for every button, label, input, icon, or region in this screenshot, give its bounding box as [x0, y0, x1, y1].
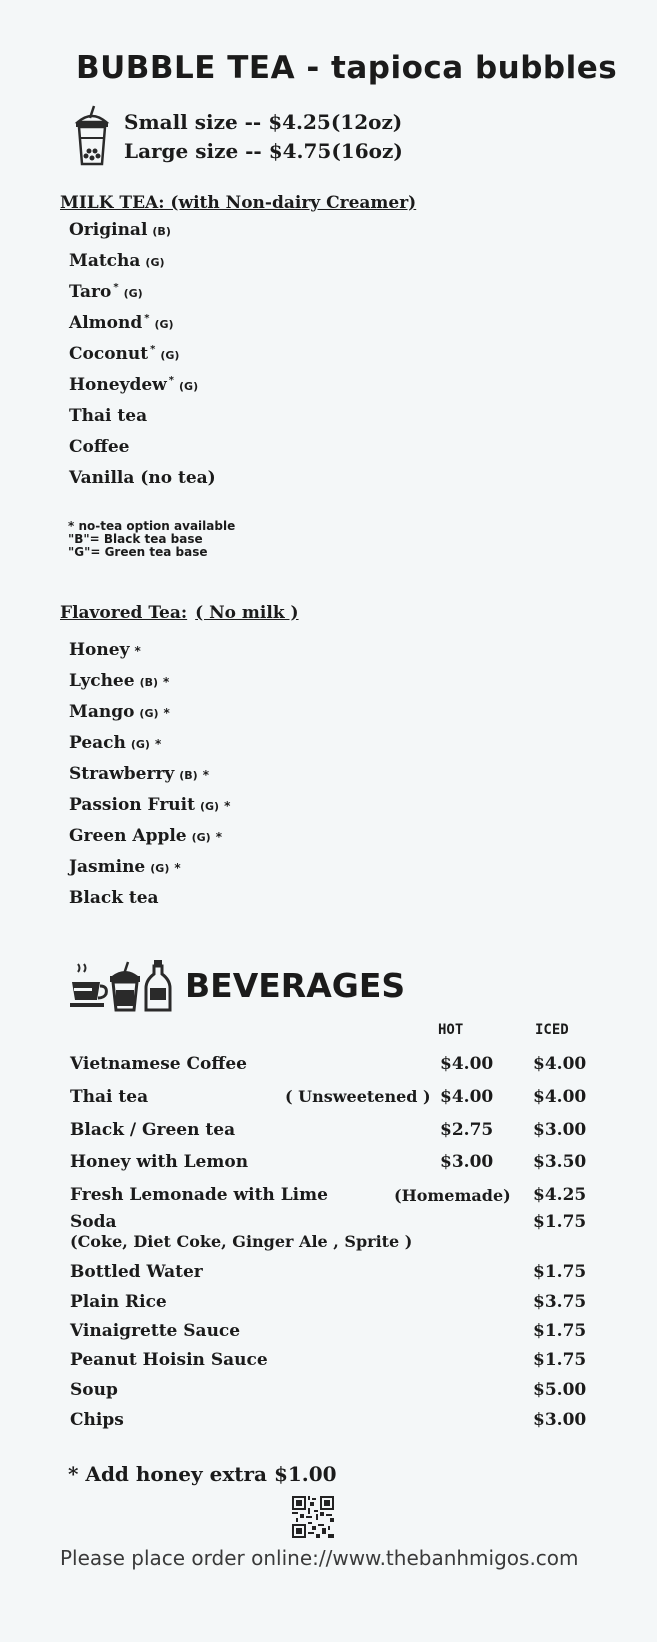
iced-price: $1.75	[533, 1212, 587, 1232]
milk-tea-item-name: Coffee	[69, 437, 130, 457]
beverage-name: Peanut Hoisin Sauce	[70, 1350, 268, 1370]
flavored-tea-item	[69, 826, 222, 846]
flavored-tea-item-name: Mango	[69, 702, 135, 722]
beverage-name: Thai tea	[70, 1087, 149, 1107]
beverage-name: Vietnamese Coffee	[70, 1054, 247, 1074]
large-size-price: Large size -- $4.75(16oz)	[124, 139, 403, 163]
flavored-tea-item	[69, 888, 159, 908]
flavored-tea-item-name: Strawberry	[69, 764, 175, 784]
hot-price: $4.00	[440, 1054, 494, 1074]
hot-column-header: HOT	[438, 1022, 464, 1038]
no-tea-star: *	[163, 706, 170, 720]
flavored-tea-item	[69, 857, 181, 877]
milk-tea-item-name: Thai tea	[69, 406, 148, 426]
no-tea-star: *	[224, 799, 231, 813]
beverage-name: Soda	[70, 1212, 117, 1232]
flavored-tea-heading-text: Flavored Tea:	[60, 603, 188, 623]
no-tea-star: *	[154, 737, 162, 751]
iced-price: $4.00	[533, 1087, 587, 1107]
tea-base-tag: (G)	[199, 800, 220, 813]
milk-tea-item	[69, 313, 174, 333]
beverage-name: Vinaigrette Sauce	[70, 1321, 241, 1341]
beverages-title: BEVERAGES	[185, 966, 406, 1005]
iced-price: $3.00	[533, 1410, 587, 1430]
flavored-tea-item-name: Lychee	[69, 671, 135, 691]
no-tea-star: *	[174, 861, 181, 875]
order-online-text: Please place order online://www.thebanhmigos.com	[60, 1546, 579, 1570]
tea-base-tag: (B)	[179, 769, 198, 782]
flavored-tea-item	[69, 702, 170, 722]
no-tea-star: *	[134, 644, 141, 658]
iced-drink-icon	[110, 962, 140, 1010]
milk-tea-item	[69, 344, 179, 364]
tea-base-tag: (B)	[152, 225, 171, 238]
milk-tea-item	[69, 251, 165, 271]
beverage-name: Fresh Lemonade with Lime	[70, 1185, 328, 1205]
tea-base-tag: (G)	[130, 738, 150, 751]
bubble-tea-cup-icon	[74, 104, 110, 168]
beverage-note: ( Unsweetened )	[285, 1087, 431, 1106]
coffee-cup-icon	[70, 964, 106, 1007]
flavored-tea-item-name: Green Apple	[69, 826, 187, 846]
no-tea-star: *	[163, 675, 170, 689]
flavored-tea-item	[69, 671, 169, 691]
flavored-tea-item	[69, 640, 141, 660]
tea-base-tag: (G)	[191, 831, 211, 844]
no-tea-star: *	[202, 768, 209, 782]
tea-base-tag: (G)	[123, 287, 143, 300]
beverage-note: (Homemade)	[394, 1186, 511, 1205]
milk-tea-item-name: Coconut	[69, 344, 149, 364]
milk-tea-item-name: Vanilla (no tea)	[69, 468, 216, 488]
iced-price: $3.00	[533, 1120, 587, 1140]
iced-price: $4.00	[533, 1054, 587, 1074]
tea-base-tag: (B)	[139, 676, 159, 689]
beverage-name: Soup	[70, 1380, 118, 1400]
milk-tea-item	[69, 406, 147, 426]
tea-base-tag: (G)	[145, 256, 165, 269]
milk-tea-heading: MILK TEA: (with Non-dairy Creamer)	[60, 193, 417, 213]
flavored-tea-item	[69, 733, 161, 753]
beverage-name: Plain Rice	[70, 1292, 167, 1312]
honey-extra-note: * Add honey extra $1.00	[68, 1462, 337, 1486]
flavored-tea-note: ( No milk )	[195, 603, 299, 623]
hot-price: $2.75	[440, 1120, 494, 1140]
milk-tea-item	[69, 375, 198, 395]
tea-base-tag: (G)	[160, 349, 180, 362]
tea-base-tag: (G)	[179, 380, 199, 393]
milk-tea-item	[69, 282, 143, 302]
milk-tea-legend	[68, 520, 235, 559]
iced-price: $3.50	[533, 1152, 587, 1172]
small-size-price: Small size -- $4.25(12oz)	[124, 110, 403, 134]
flavored-tea-item-name: Peach	[69, 733, 126, 753]
hot-price: $3.00	[440, 1152, 494, 1172]
iced-price: $1.75	[533, 1350, 587, 1370]
beverage-icons	[70, 960, 174, 1012]
milk-tea-item	[69, 220, 171, 240]
iced-column-header: ICED	[535, 1022, 569, 1038]
flavored-tea-item	[69, 795, 230, 815]
tea-base-tag: (G)	[150, 862, 170, 875]
no-tea-star: *	[113, 282, 119, 294]
qr-code-icon	[292, 1496, 334, 1538]
flavored-tea-item	[69, 764, 209, 784]
beverage-name: Chips	[70, 1410, 124, 1430]
tea-base-tag: (G)	[139, 707, 159, 720]
no-tea-star: *	[168, 375, 175, 387]
beverage-name: Black / Green tea	[70, 1120, 236, 1140]
iced-price: $4.25	[533, 1185, 587, 1205]
iced-price: $1.75	[533, 1321, 587, 1341]
milk-tea-item-name: Original	[69, 220, 148, 240]
hot-price: $4.00	[440, 1087, 494, 1107]
flavored-tea-item-name: Honey	[69, 640, 130, 660]
flavored-tea-item-name: Jasmine	[69, 857, 146, 877]
menu-title: BUBBLE TEA - tapioca bubbles	[76, 50, 618, 86]
flavored-tea-item-name: Passion Fruit	[69, 795, 195, 815]
milk-tea-item-name: Matcha	[69, 251, 141, 271]
legend-line: "G"= Green tea base	[68, 545, 208, 559]
milk-tea-item	[69, 468, 216, 488]
iced-price: $5.00	[533, 1380, 587, 1400]
no-tea-star: *	[150, 344, 156, 356]
flavored-tea-item-name: Black tea	[69, 888, 159, 908]
iced-price: $1.75	[533, 1262, 587, 1282]
flavored-tea-heading	[60, 603, 299, 623]
beverage-name: Honey with Lemon	[70, 1152, 249, 1172]
bottle-icon	[146, 960, 170, 1010]
milk-tea-item-name: Taro	[69, 282, 112, 302]
legend-line: "B"= Black tea base	[68, 532, 203, 546]
no-tea-star: *	[215, 830, 222, 844]
milk-tea-item-name: Almond	[69, 313, 143, 333]
milk-tea-item-name: Honeydew	[69, 375, 167, 395]
tea-base-tag: (G)	[154, 318, 174, 331]
iced-price: $3.75	[533, 1292, 587, 1312]
no-tea-star: *	[144, 313, 150, 325]
beverage-note: (Coke, Diet Coke, Ginger Ale , Sprite )	[70, 1232, 413, 1251]
legend-line: * no-tea option available	[68, 519, 236, 533]
milk-tea-item	[69, 437, 129, 457]
beverage-name: Bottled Water	[70, 1262, 203, 1282]
